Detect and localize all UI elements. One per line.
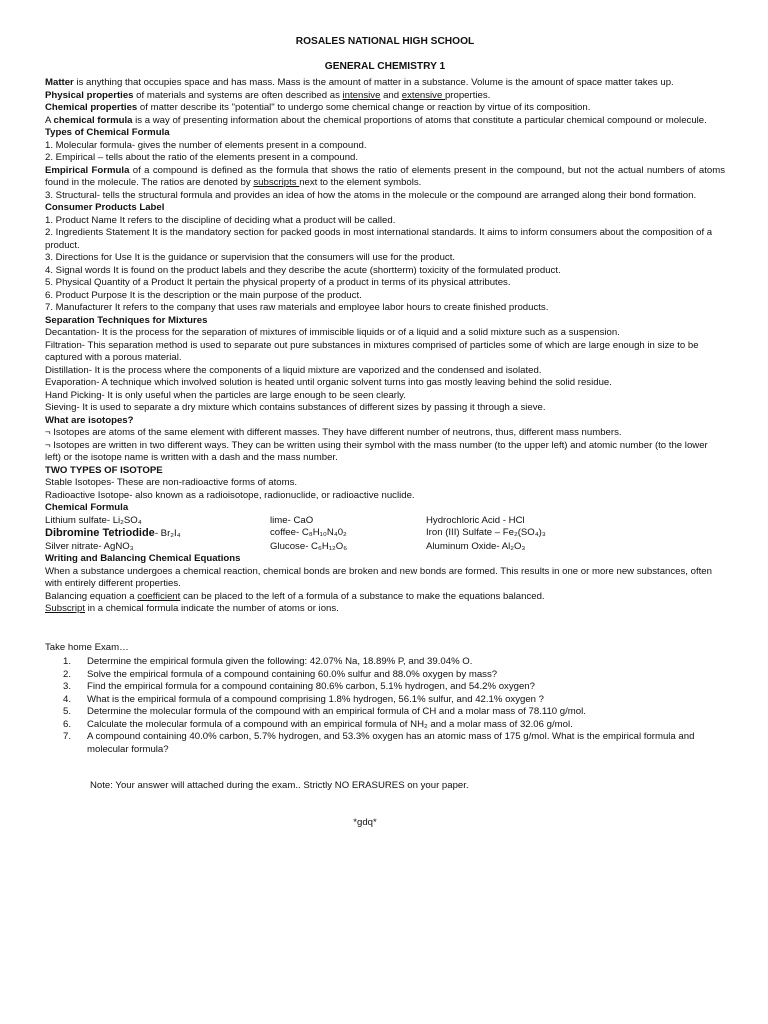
separation-item: Distillation- It is the process where the components of a liquid mixture are vaporized and the condensed and isolated.	[45, 364, 542, 376]
exam-title: Take home Exam…	[45, 641, 129, 653]
types-item-1: 1. Molecular formula- gives the number of elements present in a compound.	[45, 139, 367, 151]
subject-title: GENERAL CHEMISTRY 1	[324, 60, 446, 72]
formula-cell: Silver nitrate- AgNO₃	[45, 540, 134, 552]
exam-note: Note: Your answer will attached during the exam.. Strictly NO ERASURES on your paper.	[90, 780, 469, 791]
formula-cell: lime- CaO	[270, 514, 314, 526]
empirical-formula-paragraph: Empirical Formula of a compound is defined as the formula that shows the ratio of elements present in the compound, but not the actual numbers of atoms found in the molecule. The ratios are denoted by subscripts next to the element symbols.	[45, 164, 726, 188]
formula-cell: Iron (III) Sulfate – Fe₂(SO₄)₃	[426, 527, 546, 538]
separation-heading: Separation Techniques for Mixtures	[45, 314, 208, 326]
consumer-item: 3. Directions for Use It is the guidance or supervision that the consumers will use for the product.	[45, 252, 456, 263]
consumer-item: 1. Product Name It refers to the discipline of deciding what a product will be called.	[45, 214, 396, 226]
isotopes-paragraph-1: ¬ Isotopes are atoms of the same element with different masses. They have different number of neutrons, thus, different mass numbers.	[45, 427, 622, 438]
formula-heading: Chemical Formula	[45, 502, 129, 513]
formula-grid	[45, 515, 725, 554]
chemical-properties-paragraph: Chemical properties of matter describe its "potential" to undergo some chemical change or reaction by virtue of its composition.	[45, 102, 591, 113]
exam-question: 2. Solve the empirical formula of a compound containing 60.0% sulfur and 88.0% oxygen by mass?	[62, 668, 498, 680]
matter-paragraph: Matter is anything that occupies space and has mass. Mass is the amount of matter in a substance. Volume is the amount of space matter takes up.	[45, 77, 674, 88]
formula-cell: Hydrochloric Acid - HCl	[426, 514, 525, 526]
formula-cell: Lithium sulfate- Li₂SO₄	[45, 514, 142, 526]
consumer-item: 7. Manufacturer It refers to the company that uses raw materials and employee labor hours to create finished products.	[45, 302, 549, 313]
chemical-formula-paragraph: A chemical formula is a way of presenting information about the chemical proportions of atoms that constitute a particular chemical compound or molecule.	[45, 114, 707, 126]
isotopes-heading: What are isotopes?	[45, 414, 134, 426]
exam-question: 5. Determine the molecular formula of the compound with an empirical formula of CH and a molar mass of 78.110 g/mol.	[62, 706, 586, 717]
isotope-types-heading: TWO TYPES OF ISOTOPE	[45, 464, 163, 476]
physical-properties-paragraph: Physical properties of materials and systems are often described as intensive and extensive properties.	[45, 89, 491, 101]
consumer-item: 4. Signal words It is found on the product labels and they describe the acute (shortterm) toxicity of the formulated product.	[45, 264, 561, 276]
exam-question: 7. A compound containing 40.0% carbon, 5.7% hydrogen, and 53.3% oxygen has an atomic mass of 175 g/mol. What is the empirical formula and molecular formula?	[62, 731, 695, 755]
formula-cell: coffee- C₈H₁₀N₄0₂	[270, 527, 347, 538]
exam-questions	[45, 656, 725, 756]
stable-isotopes: Stable Isotopes- These are non-radioactive forms of atoms.	[45, 477, 298, 488]
isotopes-paragraph-2: ¬ Isotopes are written in two different ways. They can be written using their symbol with the mass number (to the upper left) and atomic number (to the lower left) or the isotope name is written with a dash and the mass number.	[45, 439, 708, 463]
radioactive-isotope: Radioactive Isotope- also known as a radioisotope, radionuclide, or radioactive nuclide.	[45, 489, 415, 501]
school-name: ROSALES NATIONAL HIGH SCHOOL	[295, 36, 475, 47]
balancing-paragraph: Balancing equation a coefficient can be placed to the left of a formula of a substance to make the equations balanced.	[45, 590, 545, 602]
separation-item: Filtration- This separation method is used to separate out pure substances in mixtures comprised of particles some of which are large enough in size to be captured with a porous material.	[45, 339, 699, 363]
types-heading: Types of Chemical Formula	[45, 127, 170, 138]
formula-cell: Aluminum Oxide- Al₂O₃	[426, 540, 526, 552]
signature: *gdq*	[353, 816, 377, 828]
separation-item: Sieving- It is used to separate a dry mixture which contains substances of different sizes by passing it through a sieve.	[45, 402, 546, 413]
equations-paragraph: When a substance undergoes a chemical reaction, chemical bonds are broken and new bonds are formed. This results in one or more new substances, often with entirely different properties.	[45, 565, 712, 589]
types-item-3: 3. Structural- tells the structural formula and provides an idea of how the atoms in the molecule or the compound are arranged along their bond formation.	[45, 189, 697, 201]
exam-question: 3. Find the empirical formula for a compound containing 80.6% carbon, 5.1% hydrogen, and 54.2% oxygen?	[62, 681, 535, 692]
formula-cell: Dibromine Tetriodide- Br₂I₄	[45, 527, 181, 539]
subscript-paragraph: Subscript in a chemical formula indicate the number of atoms or ions.	[45, 603, 339, 614]
consumer-item: 2. Ingredients Statement It is the mandatory section for packed goods in most international standards. It aims to inform consumers about the composition of a product.	[45, 227, 713, 251]
formula-cell: Glucose- C₆H₁₂O₆	[270, 540, 348, 552]
consumer-heading: Consumer Products Label	[45, 202, 165, 213]
consumer-item: 6. Product Purpose It is the description or the main purpose of the product.	[45, 289, 362, 301]
exam-question: 4. What is the empirical formula of a compound comprising 1.8% hydrogen, 56.1% sulfur, and 42.1% oxygen ?	[62, 693, 545, 705]
document-page	[45, 36, 725, 829]
consumer-item: 5. Physical Quantity of a Product It pertain the physical property of a product in terms of its physical attributes.	[45, 277, 511, 288]
separation-item: Decantation- It is the process for the separation of mixtures of immiscible liquids or of a liquid and a solid mixture such as a suspension.	[45, 327, 620, 338]
take-home-exam	[45, 642, 725, 830]
types-item-2: 2. Empirical – tells about the ratio of the elements present in a compound.	[45, 152, 359, 163]
exam-question: 1. Determine the empirical formula given the following: 42.07% Na, 18.89% P, and 39.04% O.	[62, 656, 473, 667]
separation-item: Evaporation- A technique which involved solution is heated until organic solvent turns into gas mostly leaving behind the solid residue.	[45, 377, 612, 388]
exam-question: 6. Calculate the molecular formula of a compound with an empirical formula of NH₂ and a molar mass of 32.06 g/mol.	[62, 718, 573, 730]
equations-heading: Writing and Balancing Chemical Equations	[45, 553, 241, 564]
separation-item: Hand Picking- It is only useful when the particles are large enough to be seen clearly.	[45, 389, 406, 401]
